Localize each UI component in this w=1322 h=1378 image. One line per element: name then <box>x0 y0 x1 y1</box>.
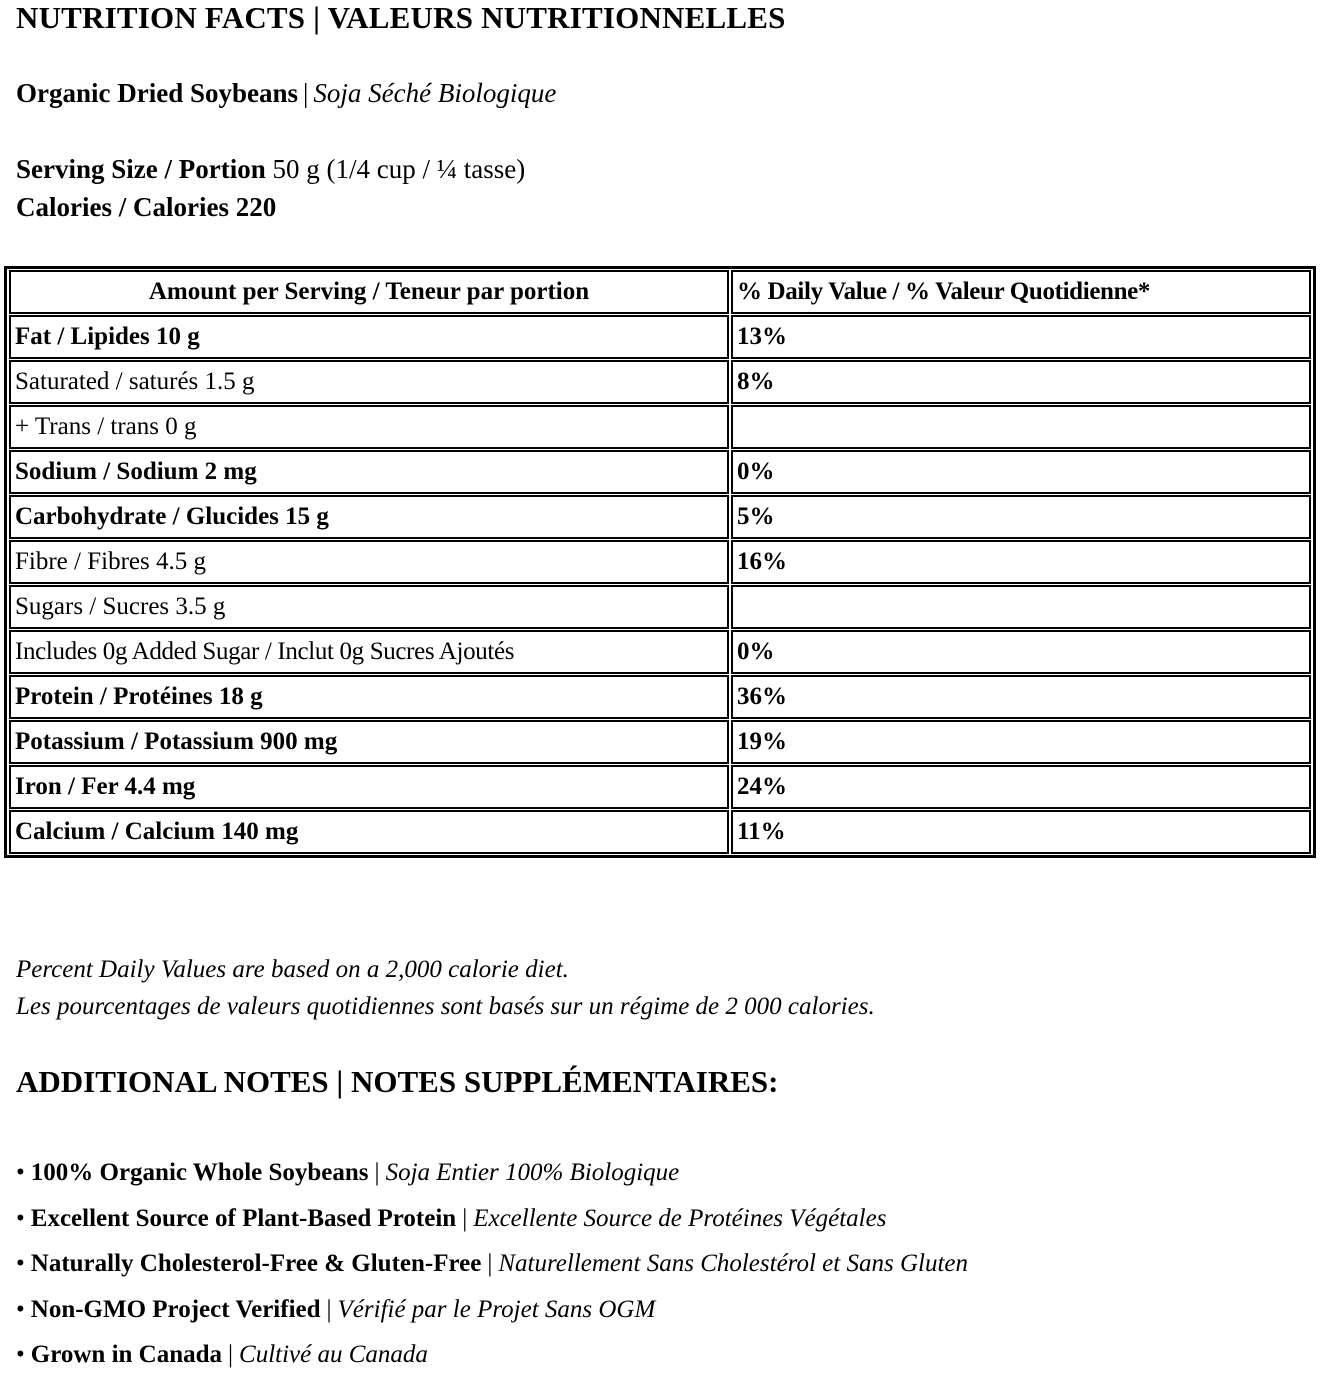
daily-value-cell <box>731 405 1311 449</box>
bullet-icon: • <box>16 1295 25 1323</box>
table-row <box>9 405 1311 449</box>
list-item <box>16 1196 968 1242</box>
nutrient-name-cell: Fibre / Fibres 4.5 g <box>9 540 729 584</box>
daily-value-footnote <box>16 952 875 1025</box>
note-separator: | <box>487 1250 493 1277</box>
nutrient-name-cell: + Trans / trans 0 g <box>9 405 729 449</box>
nutrition-table-container <box>4 266 1316 858</box>
daily-value-cell: 36% <box>731 675 1311 719</box>
product-name <box>16 76 556 111</box>
table-row <box>9 765 1311 809</box>
additional-notes-list <box>16 1150 968 1378</box>
list-item <box>16 1241 968 1287</box>
table-row <box>9 540 1311 584</box>
serving-information <box>16 150 525 227</box>
list-item <box>16 1287 968 1333</box>
table-row <box>9 675 1311 719</box>
list-item <box>16 1332 968 1378</box>
header-amount-per-serving: Amount per Serving / Teneur par portion <box>9 270 729 314</box>
note-text-en: Grown in Canada <box>30 1341 223 1368</box>
daily-value-cell: 0% <box>731 630 1311 674</box>
nutrient-name-cell: Protein / Protéines 18 g <box>9 675 729 719</box>
note-text-fr: Naturellement Sans Cholestérol et Sans Gluten <box>498 1250 968 1277</box>
nutrient-name-cell: Includes 0g Added Sugar / Inclut 0g Sucres Ajoutés <box>9 630 729 674</box>
footnote-fr: Les pourcentages de valeurs quotidiennes sont basés sur un régime de 2 000 calories. <box>16 992 875 1020</box>
nutrition-table-body <box>9 270 1311 854</box>
daily-value-cell: 16% <box>731 540 1311 584</box>
bullet-icon: • <box>16 1341 25 1368</box>
bullet-icon: • <box>16 1159 25 1186</box>
serving-size-line <box>16 150 525 188</box>
nutrient-name-cell: Iron / Fer 4.4 mg <box>9 765 729 809</box>
table-row <box>9 720 1311 764</box>
note-text-en: Naturally Cholesterol-Free & Gluten-Free <box>30 1250 482 1277</box>
nutrient-name-cell: Carbohydrate / Glucides 15 g <box>9 495 729 539</box>
product-name-en: Organic Dried Soybeans <box>16 78 299 108</box>
nutrition-table <box>7 269 1313 855</box>
page-title: NUTRITION FACTS | VALEURS NUTRITIONNELLES <box>16 0 786 35</box>
note-separator: | <box>462 1204 468 1232</box>
calories-line: Calories / Calories 220 <box>16 192 277 223</box>
note-text-fr: Vérifié par le Projet Sans OGM <box>337 1295 656 1323</box>
daily-value-cell: 5% <box>731 495 1311 539</box>
daily-value-cell: 8% <box>731 360 1311 404</box>
daily-value-cell: 24% <box>731 765 1311 809</box>
product-name-fr: Soja Séché Biologique <box>313 78 557 108</box>
table-row <box>9 360 1311 404</box>
table-row <box>9 585 1311 629</box>
nutrient-name-cell: Saturated / saturés 1.5 g <box>9 360 729 404</box>
table-row <box>9 315 1311 359</box>
daily-value-cell: 11% <box>731 810 1311 854</box>
note-separator: | <box>374 1159 380 1186</box>
list-item <box>16 1150 968 1196</box>
bullet-icon: • <box>16 1250 25 1277</box>
nutrient-name-cell: Fat / Lipides 10 g <box>9 315 729 359</box>
footnote-en: Percent Daily Values are based on a 2,000 calorie diet. <box>16 956 569 983</box>
product-name-separator: | <box>303 78 309 108</box>
daily-value-cell <box>731 585 1311 629</box>
daily-value-cell: 19% <box>731 720 1311 764</box>
daily-value-cell: 0% <box>731 450 1311 494</box>
note-text-fr: Excellente Source de Protéines Végétales <box>473 1204 887 1232</box>
note-text-en: 100% Organic Whole Soybeans <box>30 1159 369 1186</box>
serving-size-value: 50 g (1/4 cup / ¼ tasse) <box>272 154 526 184</box>
note-text-fr: Cultivé au Canada <box>239 1341 428 1368</box>
nutrient-name-cell: Sugars / Sucres 3.5 g <box>9 585 729 629</box>
bullet-icon: • <box>16 1204 25 1232</box>
additional-notes-title: ADDITIONAL NOTES | NOTES SUPPLÉMENTAIRES: <box>16 1064 779 1099</box>
table-row <box>9 450 1311 494</box>
nutrient-name-cell: Potassium / Potassium 900 mg <box>9 720 729 764</box>
table-row <box>9 810 1311 854</box>
header-daily-value: % Daily Value / % Valeur Quotidienne* <box>731 270 1311 314</box>
nutrient-name-cell: Calcium / Calcium 140 mg <box>9 810 729 854</box>
note-text-en: Excellent Source of Plant-Based Protein <box>30 1204 457 1232</box>
note-separator: | <box>326 1295 332 1323</box>
table-row <box>9 630 1311 674</box>
table-row <box>9 495 1311 539</box>
note-text-fr: Soja Entier 100% Biologique <box>385 1159 680 1186</box>
daily-value-cell: 13% <box>731 315 1311 359</box>
table-header-row <box>9 270 1311 314</box>
note-text-en: Non-GMO Project Verified <box>30 1295 321 1323</box>
serving-size-label: Serving Size / Portion <box>16 154 266 184</box>
nutrient-name-cell: Sodium / Sodium 2 mg <box>9 450 729 494</box>
note-separator: | <box>228 1341 234 1368</box>
